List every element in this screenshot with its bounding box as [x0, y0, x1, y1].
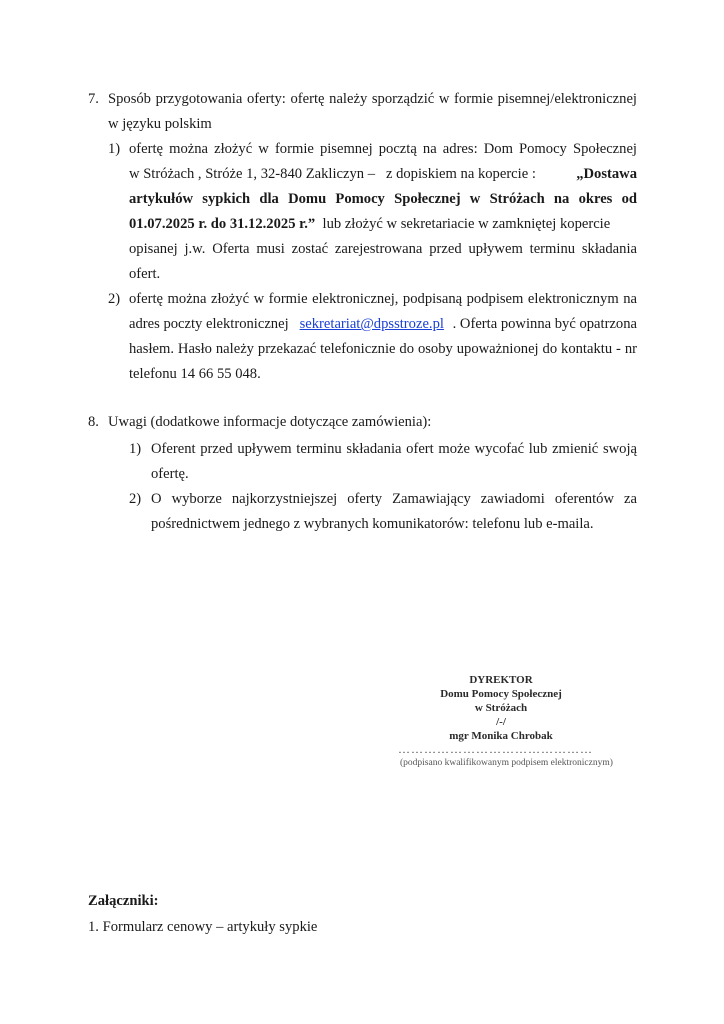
section-8-item-1-line-2: ofertę.	[151, 466, 189, 482]
section-7-item-1-dates: 01.07.2025 r. do 31.12.2025 r.”	[129, 216, 316, 232]
attachments-item-1: 1. Formularz cenowy – artykuły sypkie	[88, 919, 318, 935]
signature-title: DYREKTOR	[469, 674, 533, 686]
section-7-item-1-line-6: ofert.	[129, 266, 161, 282]
section-7-item-1-line-1: ofertę można złożyć w formie pisemnej pocztą na adres: Dom Pomocy Społecznej	[129, 141, 637, 157]
section-7-item-2-line-3: hasłem. Hasło należy przekazać telefonicznie do osoby upoważnionej do kontaktu - nr	[129, 341, 637, 357]
section-7-number: 7.	[88, 91, 99, 107]
signature-org-2: w Stróżach	[474, 702, 528, 714]
section-8-title: Uwagi (dodatkowe informacje dotyczące zamówienia):	[108, 414, 432, 430]
section-8-item-2-number: 2)	[129, 491, 142, 507]
section-8-item-2-line-2: pośrednictwem jednego z wybranych komunikatorów: telefonu lub e-maila.	[151, 516, 594, 532]
signature-name: mgr Monika Chrobak	[449, 730, 553, 742]
section-7-item-1-line-2-text: w Stróżach , Stróże 1, 32-840 Zakliczyn – z dopiskiem na kopercie :	[129, 166, 540, 182]
section-8-number: 8.	[88, 414, 99, 430]
signature-mark: /-/	[496, 716, 506, 728]
section-7-item-1-line-4-text: lub złożyć w sekretariacie w zamkniętej kopercie	[315, 216, 611, 232]
section-7-item-2-line-2-text: adres poczty elektronicznej	[129, 316, 300, 332]
signature-note: (podpisano kwalifikowanym podpisem elektronicznym)	[400, 758, 613, 768]
signature-block	[396, 674, 613, 774]
section-7-item-1-number: 1)	[108, 141, 121, 157]
section-7-item-1-line-4	[129, 215, 610, 233]
section-8-item-1-line-1: Oferent przed upływem terminu składania ofert może wycofać lub zmienić swoją	[151, 441, 637, 457]
section-7-item-2-line-1: ofertę można złożyć w formie elektronicznej, podpisaną podpisem elektronicznym na	[129, 291, 637, 307]
section-7-item-2-line-2	[129, 315, 637, 333]
section-7-item-1-line-3: artykułów sypkich dla Domu Pomocy Społecznej w Stróżach na okres od	[129, 191, 637, 207]
section-8-item-1-number: 1)	[129, 441, 142, 457]
section-7-item-1-line-5: opisanej j.w. Oferta musi zostać zarejestrowana przed upływem terminu składania	[129, 241, 637, 257]
section-7-item-1-line-2-bold: „Dostawa	[576, 166, 637, 182]
email-link[interactable]: sekretariat@dpsstroze.pl	[299, 316, 444, 332]
section-7-item-2-line-4: telefonu 14 66 55 048.	[129, 366, 261, 382]
section-7-title-line-1: Sposób przygotowania oferty: ofertę należy sporządzić w formie pisemnej/elektronicznej	[108, 91, 637, 107]
attachments-heading: Załączniki:	[88, 893, 159, 909]
section-7-title-line-2: w języku polskim	[108, 116, 212, 132]
section-8-item-2-line-1: O wyborze najkorzystniejszej oferty Zamawiający zawiadomi oferentów za	[151, 491, 637, 507]
section-7-item-2-line-2-rest: . Oferta powinna być opatrzona	[448, 316, 637, 332]
section-7-item-2-number: 2)	[108, 291, 121, 307]
signature-dotted-line: ………………………………………	[398, 742, 593, 756]
section-7-item-1-line-2	[129, 165, 637, 183]
signature-org-1: Domu Pomocy Społecznej	[440, 688, 562, 700]
